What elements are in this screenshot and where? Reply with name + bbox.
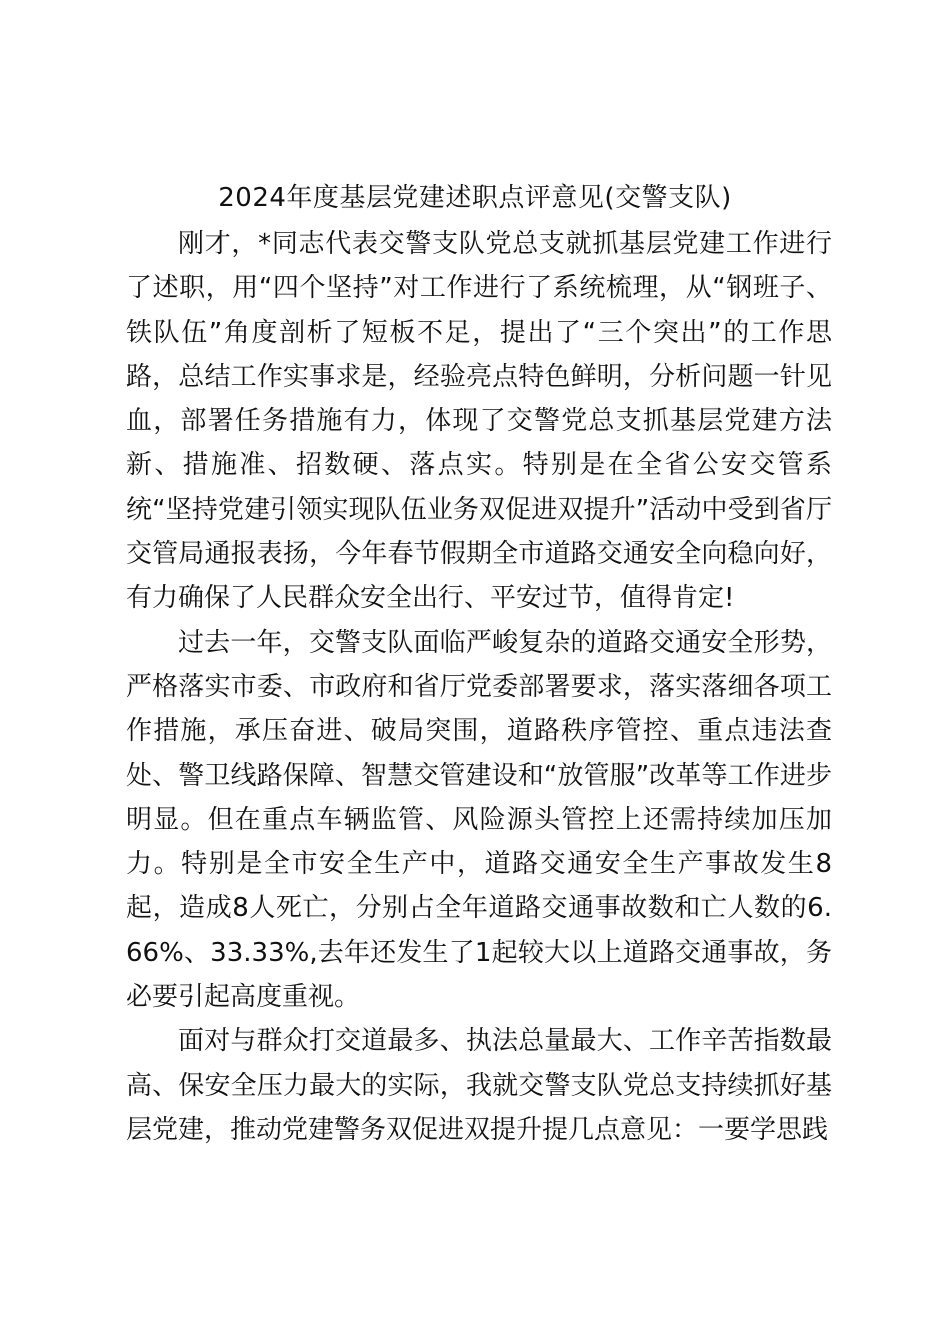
paragraph-3: 面对与群众打交道最多、执法总量最大、工作辛苦指数最高、保安全压力最大的实际，我就交警支队党总支持续抓好基层党建，推动党建警务双促进双提升提几点意见：一要学思践: [126, 1026, 832, 1145]
paragraph-1: 刚才，*同志代表交警支队党总支就抓基层党建工作进行了述职，用“四个坚持”对工作进行了系统梳理，从“钢班子、铁队伍”角度剖析了短板不足，提出了“三个突出”的工作思路，总结工作实事求是，经验亮点特色鲜明，分析问题一针见血，部署任务措施有力，体现了交警党总支抓基层党建方法新、措施准、招数硬、落点实。特别是在全省公安交管系统“坚持党建引领实现队伍业务双促进双提升”活动中受到省厅交管局通报表扬，今年春节假期全市道路交通安全向稳向好，有力确保了人民群众安全出行、平安过节，值得肯定!: [126, 229, 832, 614]
paragraph-2: 过去一年，交警支队面临严峻复杂的道路交通安全形势，严格落实市委、市政府和省厅党委部署要求，落实落细各项工作措施，承压奋进、破局突围，道路秩序管控、重点违法查处、警卫线路保障、智慧交管建设和“放管服”改革等工作进步明显。但在重点车辆监管、风险源头管控上还需持续加压加力。特别是全市安全生产中，道路交通安全生产事故发生8起，造成8人死亡，分别占全年道路交通事故数和亡人数的6.66%、33.33%,去年还发生了1起较大以上道路交通事故，务必要引起高度重视。: [126, 627, 832, 1013]
document-body: [126, 222, 832, 1152]
document-title: 2024年度基层党建述职点评意见(交警支队): [218, 183, 732, 213]
